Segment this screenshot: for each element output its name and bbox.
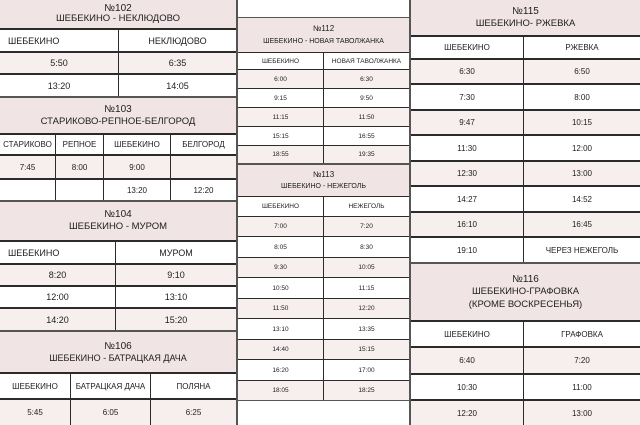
blank-area-bottom xyxy=(238,401,409,425)
time-cell: 6:05 xyxy=(70,400,150,425)
route-header xyxy=(411,0,640,35)
table-row xyxy=(0,51,236,73)
time-cell: 13:10 xyxy=(272,325,289,333)
time-cell: 6:30 xyxy=(459,67,475,76)
table-row xyxy=(238,236,409,257)
time-cell: 9:30 xyxy=(274,264,287,271)
time-cell xyxy=(0,180,55,200)
route-title: ШЕБЕКИНО - НОВАЯ ТАВОЛЖАНКА xyxy=(263,37,384,45)
route-header xyxy=(0,332,236,372)
time-cell: 7:20 xyxy=(323,217,409,236)
column-header-row xyxy=(0,133,236,154)
time-cell: 6:50 xyxy=(523,60,640,83)
column-header: ШЕБЕКИНО xyxy=(8,247,60,258)
route-header xyxy=(411,264,640,320)
column-header-row xyxy=(0,240,236,263)
column-header-row xyxy=(0,372,236,398)
time-cell: 13:35 xyxy=(323,319,409,339)
column-header: РЕПНОЕ xyxy=(55,135,103,154)
time-cell: 13:00 xyxy=(523,162,640,185)
column-header-row xyxy=(238,196,409,216)
time-cell xyxy=(170,156,236,178)
table-row xyxy=(238,216,409,236)
time-cell: 12:30 xyxy=(456,169,478,178)
route-103-table xyxy=(0,98,236,200)
route-note-cell: ЧЕРЕЗ НЕЖЕГОЛЬ xyxy=(523,238,640,262)
table-row xyxy=(238,69,409,88)
table-row xyxy=(238,359,409,380)
route-title: ШЕБЕКИНО-ГРАФОВКА xyxy=(471,286,580,298)
column-header: ГРАФОВКА xyxy=(523,322,640,346)
table-row xyxy=(411,346,640,373)
time-cell: 5:45 xyxy=(27,408,43,417)
time-cell: 7:20 xyxy=(523,348,640,373)
time-cell: 7:00 xyxy=(274,223,287,230)
time-cell: 10:15 xyxy=(523,111,640,134)
column-header: ШЕБЕКИНО xyxy=(444,329,490,339)
route-title: ШЕБЕКИНО - МУРОМ xyxy=(68,221,168,233)
table-row xyxy=(238,107,409,126)
table-row xyxy=(411,373,640,399)
column-header: ШЕБЕКИНО xyxy=(261,203,300,210)
column-header: ШЕБЕКИНО xyxy=(12,381,58,391)
time-cell: 10:05 xyxy=(323,258,409,277)
column-header: РЖЕВКА xyxy=(523,37,640,58)
table-row xyxy=(0,178,236,200)
time-cell: 12:00 xyxy=(46,292,69,302)
time-cell: 9:47 xyxy=(459,118,475,127)
table-row xyxy=(411,109,640,134)
table-row xyxy=(411,211,640,236)
route-number: №106 xyxy=(104,340,132,352)
column-header-row xyxy=(238,52,409,69)
route-title: ШЕБЕКИНО - НЕЖЕГОЛЬ xyxy=(281,183,366,191)
time-cell: 11:50 xyxy=(272,305,289,312)
route-header xyxy=(0,202,236,240)
time-cell: 9:00 xyxy=(103,156,170,178)
time-cell: 18:55 xyxy=(272,151,289,158)
route-112-table xyxy=(238,18,409,163)
route-title: ШЕБЕКИНО- РЖЕВКА xyxy=(475,17,576,29)
table-row xyxy=(0,398,236,425)
column-header: СТАРИКОВО xyxy=(3,140,52,149)
route-number: №102 xyxy=(104,2,132,14)
time-cell: 16:55 xyxy=(323,127,409,145)
time-cell: 8:20 xyxy=(48,270,67,280)
table-row xyxy=(238,380,409,400)
time-cell: 11:30 xyxy=(457,143,477,153)
time-cell: 9:50 xyxy=(323,89,409,107)
time-cell: 13:10 xyxy=(115,287,236,307)
table-row xyxy=(238,88,409,107)
table-row xyxy=(411,83,640,109)
column-header-row xyxy=(411,35,640,58)
route-116-table xyxy=(411,264,640,425)
time-cell: 10:30 xyxy=(456,382,478,392)
column-header: НЕЖЕГОЛЬ xyxy=(323,197,409,216)
time-cell: 8:00 xyxy=(55,156,103,178)
time-cell: 6:00 xyxy=(274,75,287,83)
column-header: ШЕБЕКИНО xyxy=(103,135,170,154)
time-cell: 19:10 xyxy=(456,245,478,255)
time-cell: 16:20 xyxy=(272,366,289,374)
column-header: НОВАЯ ТАВОЛЖАНКА xyxy=(323,53,409,69)
table-row xyxy=(411,236,640,262)
route-number: №112 xyxy=(312,24,335,33)
route-number: №115 xyxy=(512,5,539,17)
route-number: №103 xyxy=(104,103,132,115)
route-header xyxy=(238,18,409,52)
time-cell: 11:15 xyxy=(323,278,409,298)
time-cell: 15:15 xyxy=(272,132,289,140)
route-number: №104 xyxy=(104,209,132,221)
route-113-table xyxy=(238,165,409,400)
column-header: МУРОМ xyxy=(115,242,236,263)
time-cell: 8:00 xyxy=(523,85,640,109)
table-row xyxy=(411,134,640,160)
time-cell: 18:05 xyxy=(272,387,289,394)
time-cell: 9:10 xyxy=(115,265,236,285)
table-row xyxy=(0,154,236,178)
time-cell: 12:20 xyxy=(170,180,236,200)
time-cell: 13:20 xyxy=(47,80,71,91)
time-cell: 11:00 xyxy=(523,375,640,399)
time-cell: 13:20 xyxy=(103,180,170,200)
route-102-table xyxy=(0,0,236,96)
time-cell: 14:05 xyxy=(118,75,236,96)
route-title: ШЕБЕКИНО - БАТРАЦКАЯ ДАЧА xyxy=(49,352,187,363)
route-header xyxy=(0,98,236,133)
table-row xyxy=(238,298,409,318)
table-row xyxy=(411,160,640,185)
route-header xyxy=(0,0,236,28)
route-header xyxy=(238,165,409,196)
time-cell: 5:50 xyxy=(50,58,68,68)
time-cell xyxy=(55,180,103,200)
time-cell: 16:45 xyxy=(523,213,640,236)
time-cell: 11:15 xyxy=(272,113,289,121)
route-115-table xyxy=(411,0,640,262)
time-cell: 10:50 xyxy=(272,284,289,292)
table-row xyxy=(238,277,409,298)
time-cell: 15:15 xyxy=(323,340,409,359)
table-row xyxy=(0,307,236,330)
time-cell: 12:20 xyxy=(323,299,409,318)
time-cell: 9:15 xyxy=(274,94,287,102)
column-header-row xyxy=(0,28,236,51)
time-cell: 14:40 xyxy=(272,346,289,353)
time-cell: 6:30 xyxy=(323,70,409,88)
time-cell: 7:45 xyxy=(19,162,36,172)
time-cell: 13:00 xyxy=(523,401,640,425)
time-cell: 6:35 xyxy=(118,53,236,73)
time-cell: 17:00 xyxy=(323,360,409,380)
table-row xyxy=(238,318,409,339)
time-cell: 14:52 xyxy=(523,187,640,211)
time-cell: 14:20 xyxy=(46,314,69,325)
time-cell: 16:10 xyxy=(456,220,478,229)
time-cell: 12:20 xyxy=(456,408,478,418)
time-cell: 8:30 xyxy=(323,237,409,257)
time-cell: 11:50 xyxy=(323,108,409,126)
time-cell: 15:20 xyxy=(115,309,236,330)
table-row xyxy=(238,126,409,145)
table-row xyxy=(0,73,236,96)
time-cell: 19:35 xyxy=(323,146,409,163)
route-104-table xyxy=(0,202,236,330)
route-title: ШЕБЕКИНО - НЕКЛЮДОВО xyxy=(55,13,181,25)
table-row xyxy=(411,399,640,425)
table-row xyxy=(238,145,409,163)
route-number: №116 xyxy=(512,274,539,286)
column-header: ШЕБЕКИНО xyxy=(261,57,300,65)
route-number: №113 xyxy=(312,169,335,179)
column-header: ПОЛЯНА xyxy=(150,374,236,398)
column-header: НЕКЛЮДОВО xyxy=(118,30,236,51)
column-header: БЕЛГОРОД xyxy=(170,135,236,154)
column-header: БАТРАЦКАЯ ДАЧА xyxy=(70,374,150,398)
column-header: ШЕБЕКИНО xyxy=(8,35,60,46)
time-cell: 18:25 xyxy=(323,381,409,400)
blank-area-top xyxy=(238,0,409,17)
time-cell: 7:30 xyxy=(459,92,475,102)
route-106-table xyxy=(0,332,236,425)
table-row xyxy=(0,285,236,307)
time-cell: 14:27 xyxy=(456,194,478,204)
table-row xyxy=(0,263,236,285)
time-cell: 8:05 xyxy=(274,243,287,251)
column-header-row xyxy=(411,320,640,346)
table-row xyxy=(411,185,640,211)
time-cell: 6:40 xyxy=(459,356,475,365)
route-title: СТАРИКОВО-РЕПНОЕ-БЕЛГОРОД xyxy=(40,115,196,127)
time-cell: 12:00 xyxy=(523,136,640,160)
column-header: ШЕБЕКИНО xyxy=(444,43,490,52)
time-cell: 6:25 xyxy=(150,400,236,425)
table-row xyxy=(238,339,409,359)
table-row xyxy=(411,58,640,83)
table-row xyxy=(238,257,409,277)
route-subtitle: (КРОМЕ ВОСКРЕСЕНЬЯ) xyxy=(468,298,583,310)
